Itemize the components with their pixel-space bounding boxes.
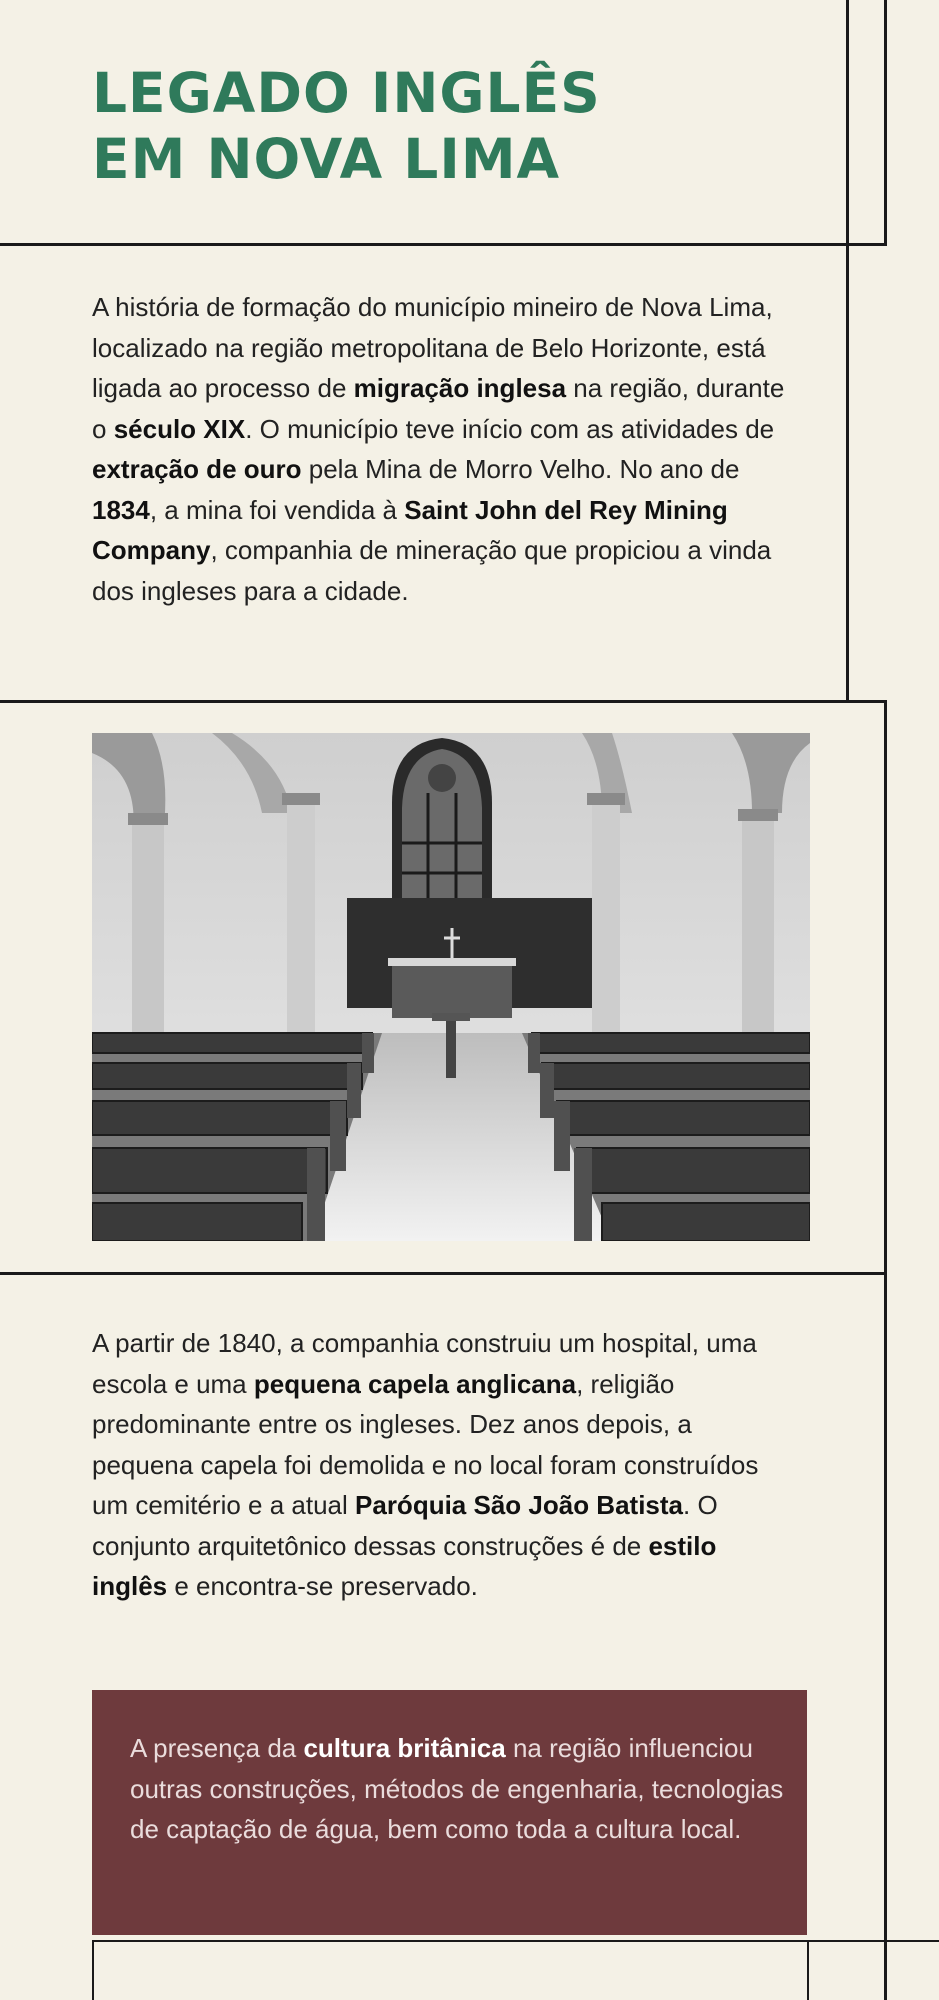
- divider-2: [0, 700, 887, 703]
- title-line-2: EM NOVA LIMA: [92, 127, 561, 191]
- intro-bold-4: 1834: [92, 494, 150, 525]
- title-line-1: LEGADO INGLÊS: [92, 61, 601, 125]
- divider-1: [0, 243, 887, 246]
- intro-text-3: . O município teve início com as atividades de: [245, 413, 775, 444]
- frame-right-far: [884, 0, 887, 245]
- intro-text-1: A história de formação do município mineiro de Nova Lima, localizado na região metropolitana de Belo Horizonte, está ligada ao processo de: [92, 292, 773, 403]
- history-text-1: A partir de 1840, a companhia construiu um hospital, uma escola e uma: [92, 1328, 757, 1399]
- tick-left: [92, 1940, 94, 2000]
- history-bold-1: pequena capela anglicana: [253, 1368, 577, 1399]
- divider-3: [0, 1272, 887, 1275]
- intro-text-4: pela Mina de Morro Velho. No ano de: [301, 454, 740, 484]
- frame-right-photo: [884, 700, 887, 2000]
- callout-text-1: A presença da: [130, 1733, 304, 1763]
- history-bold-3: estilo inglês: [92, 1530, 717, 1601]
- history-bold-2: Paróquia São João Batista: [355, 1490, 683, 1520]
- divider-bottom: [92, 1940, 939, 1942]
- callout-text-2: na região influenciou outras construções, métodos de engenharia, tecnologias de captação de água, bem como toda a cultura local.: [130, 1733, 784, 1844]
- history-text-3: . O conjunto arquitetônico dessas construções é de: [92, 1490, 718, 1561]
- intro-text-2: na região, durante o: [92, 373, 785, 444]
- callout-paragraph: [130, 1728, 790, 1850]
- intro-text-5: , a mina foi vendida à: [149, 494, 405, 525]
- intro-bold-2: século XIX: [113, 413, 246, 444]
- intro-bold-1: migração inglesa: [353, 373, 567, 403]
- intro-bold-5: Saint John del Rey Mining Company: [92, 494, 728, 565]
- church-interior-photo: [92, 733, 810, 1241]
- frame-right-top: [846, 0, 849, 700]
- page-title: [92, 60, 601, 192]
- callout-bold-1: cultura britânica: [303, 1733, 506, 1763]
- callout-box: [92, 1690, 807, 1935]
- intro-paragraph: [92, 287, 792, 611]
- church-illustration: [92, 733, 810, 1241]
- tick-mid: [807, 1940, 809, 2000]
- intro-text-6: , companhia de mineração que propiciou a vinda dos ingleses para a cidade.: [92, 535, 772, 606]
- history-text-4: e encontra-se preservado.: [167, 1571, 478, 1601]
- history-text-2: , religião predominante entre os ingleses. Dez anos depois, a pequena capela foi demolida e no local foram construídos um cemitério e a atual: [92, 1368, 759, 1520]
- intro-bold-3: extração de ouro: [92, 454, 302, 484]
- history-paragraph: [92, 1323, 792, 1607]
